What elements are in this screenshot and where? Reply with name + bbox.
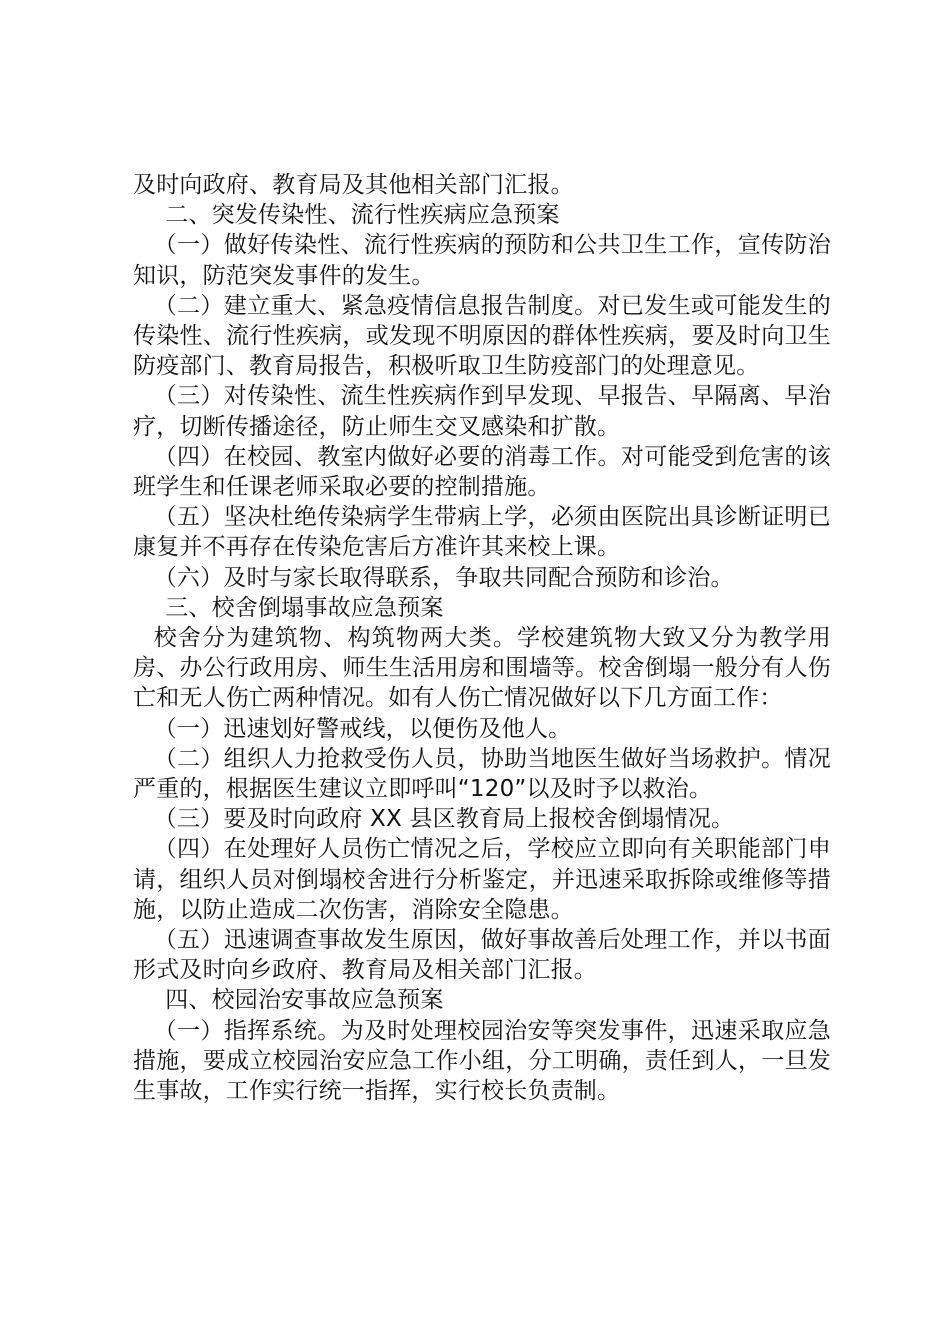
paragraph-continuation: 及时向政府、教育局及其他相关部门汇报。 xyxy=(133,172,574,198)
paragraph-security-1: （一）指挥系统。为及时处理校园治安等突发事件，迅速采取应急措施，要成立校园治安应急工作小组，分工明确，责任到人，一旦发生事故，工作实行统一指挥，实行校长负责制。 xyxy=(133,1017,831,1105)
document-body xyxy=(133,170,831,1106)
paragraph-epidemic-5: （五）坚决杜绝传染病学生带病上学，必须由医院出具诊断证明已康复并不再存在传染危害后方准许其来校上课。 xyxy=(133,504,831,561)
section-heading-security: 四、校园治安事故应急预案 xyxy=(165,987,444,1014)
paragraph-epidemic-3: （三）对传染性、流生性疾病作到早发现、早报告、早隔离、早治疗，切断传播途径，防止师生交叉感染和扩散。 xyxy=(133,383,831,440)
section-heading-collapse: 三、校舍倒塌事故应急预案 xyxy=(165,594,444,621)
paragraph-collapse-2: （二）组织人力抢救受伤人员，协助当地医生做好当场救护。情况严重的，根据医生建议立即呼叫“120”以及时予以救治。 xyxy=(133,745,831,803)
section-heading-epidemic: 二、突发传染性、流行性疾病应急预案 xyxy=(165,202,560,229)
paragraph-epidemic-1: （一）做好传染性、流行性疾病的预防和公共卫生工作，宣传防治知识，防范突发事件的发生。 xyxy=(133,232,831,289)
paragraph-epidemic-4: （四）在校园、教室内做好必要的消毒工作。对可能受到危害的该班学生和任课老师采取必要的控制措施。 xyxy=(133,443,831,501)
paragraph-epidemic-2: （二）建立重大、紧急疫情信息报告制度。对已发生或可能发生的传染性、流行性疾病，或发现不明原因的群体性疾病，要及时向卫生防疫部门、教育局报告，积极听取卫生防疫部门的处理意见。 xyxy=(133,292,831,380)
paragraph-collapse-4: （四）在处理好人员伤亡情况之后，学校应立即向有关职能部门申请，组织人员对倒塌校舍进行分析鉴定，并迅速采取拆除或维修等措施，以防止造成二次伤害，消除安全隐患。 xyxy=(133,836,831,923)
paragraph-collapse-3: （三）要及时向政府 XX 县区教育局上报校舍倒塌情况。 xyxy=(153,806,735,833)
paragraph-collapse-5: （五）迅速调查事故发生原因，做好事故善后处理工作，并以书面形式及时向乡政府、教育局及相关部门汇报。 xyxy=(133,927,831,984)
paragraph-collapse-intro: 校舍分为建筑物、构筑物两大类。学校建筑物大致又分为教学用房、办公行政用房、师生生活用房和围墙等。校舍倒塌一般分有人伤亡和无人伤亡两种情况。如有人伤亡情况做好以下几方面工作： xyxy=(133,625,831,712)
paragraph-epidemic-6: （六）及时与家长取得联系，争取共同配合预防和诊治。 xyxy=(153,564,734,591)
paragraph-collapse-1: （一）迅速划好警戒线，以便伤及他人。 xyxy=(153,715,572,742)
